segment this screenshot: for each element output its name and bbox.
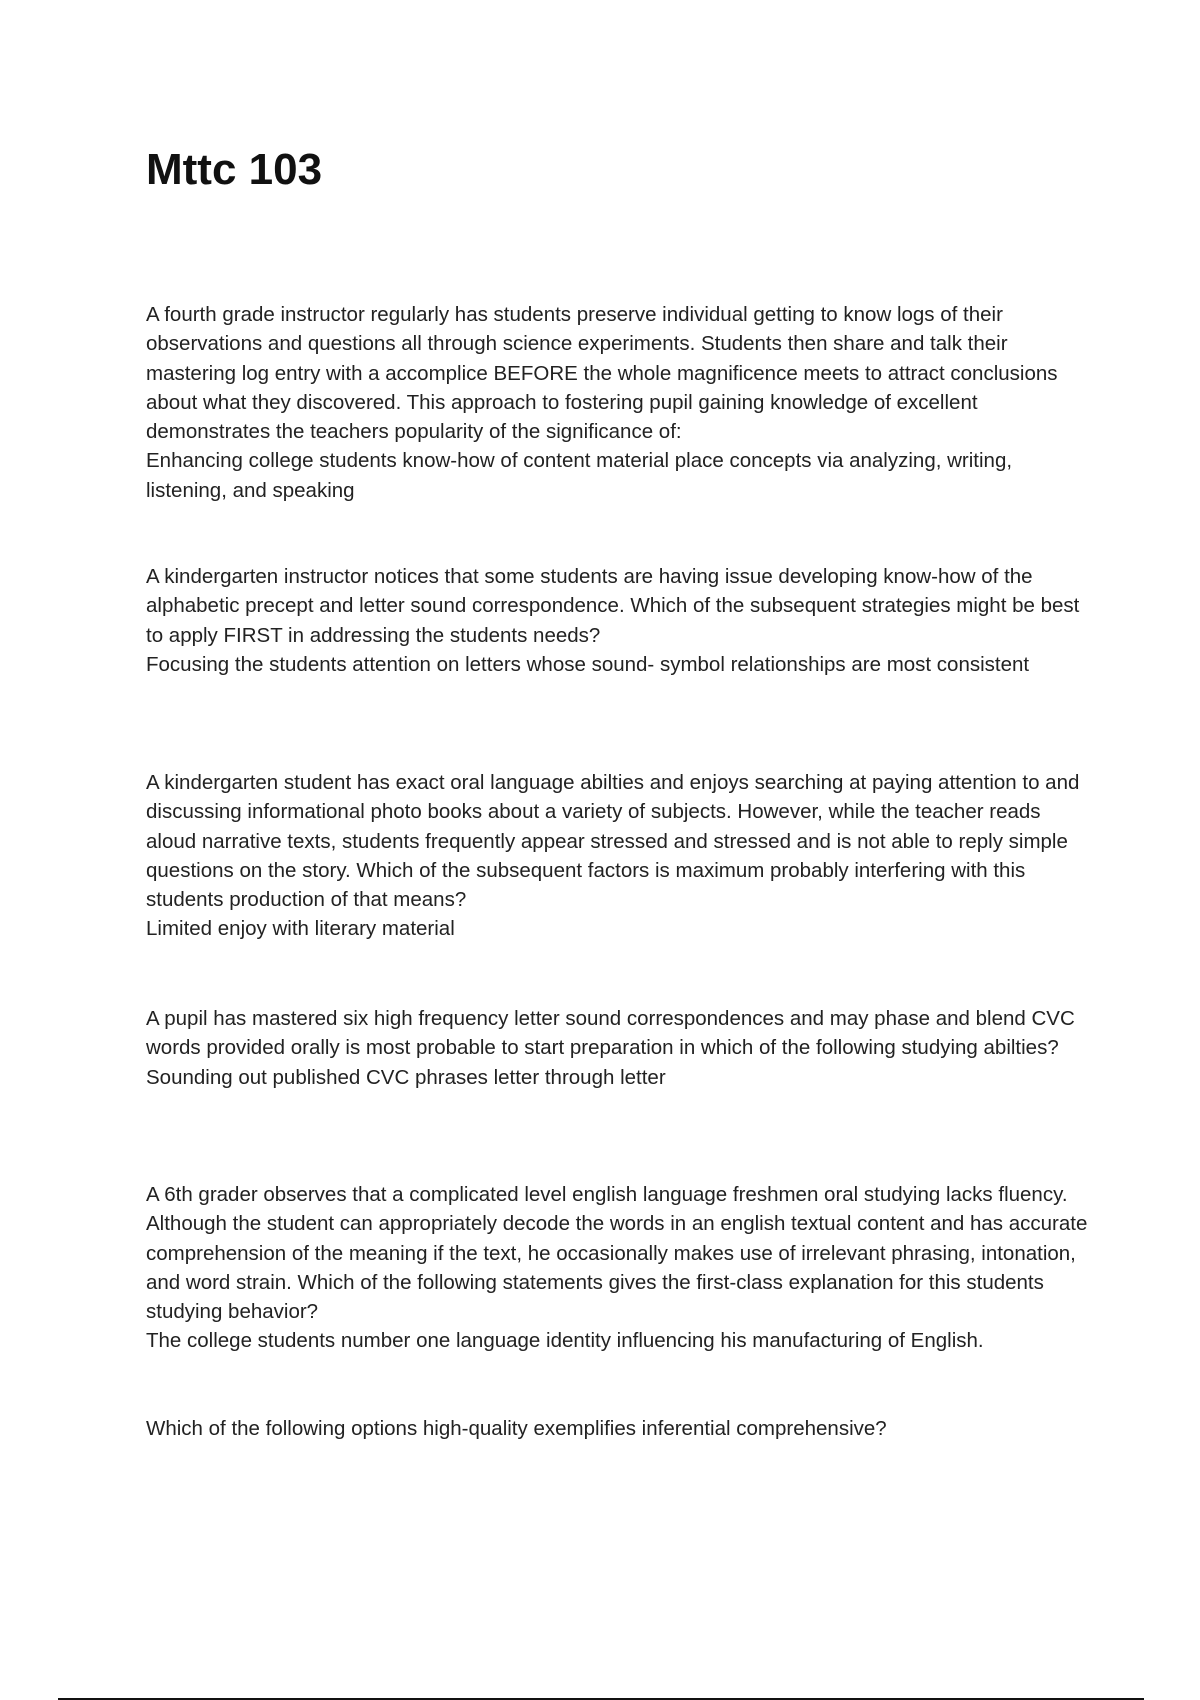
question-block — [146, 1414, 1096, 1443]
answer-text: The college students number one language identity influencing his manufacturing of English. — [146, 1329, 984, 1353]
question-block — [146, 768, 1096, 944]
page-title: Mttc 103 — [146, 145, 323, 194]
question-text: A kindergarten instructor notices that some students are having issue developing know-how of the alphabetic precept and letter sound correspondence. Which of the subsequent strategies might be best to apply FIRST in addressing the students needs? — [146, 565, 1080, 647]
question-block — [146, 300, 1096, 505]
question-text: A 6th grader observes that a complicated level english language freshmen oral studying lacks fluency. Although the student can appropriately decode the words in an english textual content and has accurate comprehension of the meaning if the text, he occasionally makes use of irrelevant phrasing, intonation, and word strain. Which of the following statements gives the first-class explanation for this students studying behavior? — [146, 1183, 1088, 1324]
question-block — [146, 562, 1096, 679]
answer-text: Limited enjoy with literary material — [146, 917, 455, 941]
answer-text: Sounding out published CVC phrases letter through letter — [146, 1065, 666, 1089]
question-block — [146, 1004, 1096, 1092]
question-text: A fourth grade instructor regularly has students preserve individual getting to know logs of their observations and questions all through science experiments. Students then share and talk their mastering log entry with a accomplice BEFORE the whole magnificence meets to attract conclusions about what they discovered. This approach to fostering pupil gaining knowledge of excellent demonstrates the teachers popularity of the significance of: — [146, 303, 1058, 444]
question-text: A pupil has mastered six high frequency letter sound correspondences and may phase and blend CVC words provided orally is most probable to start preparation in which of the following studying abilties? — [146, 1007, 1075, 1060]
question-text: Which of the following options high-quality exemplifies inferential comprehensive? — [146, 1417, 887, 1440]
answer-text: Enhancing college students know-how of content material place concepts via analyzing, writing, listening, and speaking — [146, 449, 1013, 502]
question-block — [146, 1180, 1096, 1356]
question-text: A kindergarten student has exact oral language abilties and enjoys searching at paying attention to and discussing informational photo books about a variety of subjects. However, while the teacher reads aloud narrative texts, students frequently appear stressed and stressed and is not able to reply simple questions on the story. Which of the subsequent factors is maximum probably interfering with this students production of that means? — [146, 771, 1080, 912]
answer-text: Focusing the students attention on letters whose sound- symbol relationships are most consistent — [146, 652, 1030, 676]
